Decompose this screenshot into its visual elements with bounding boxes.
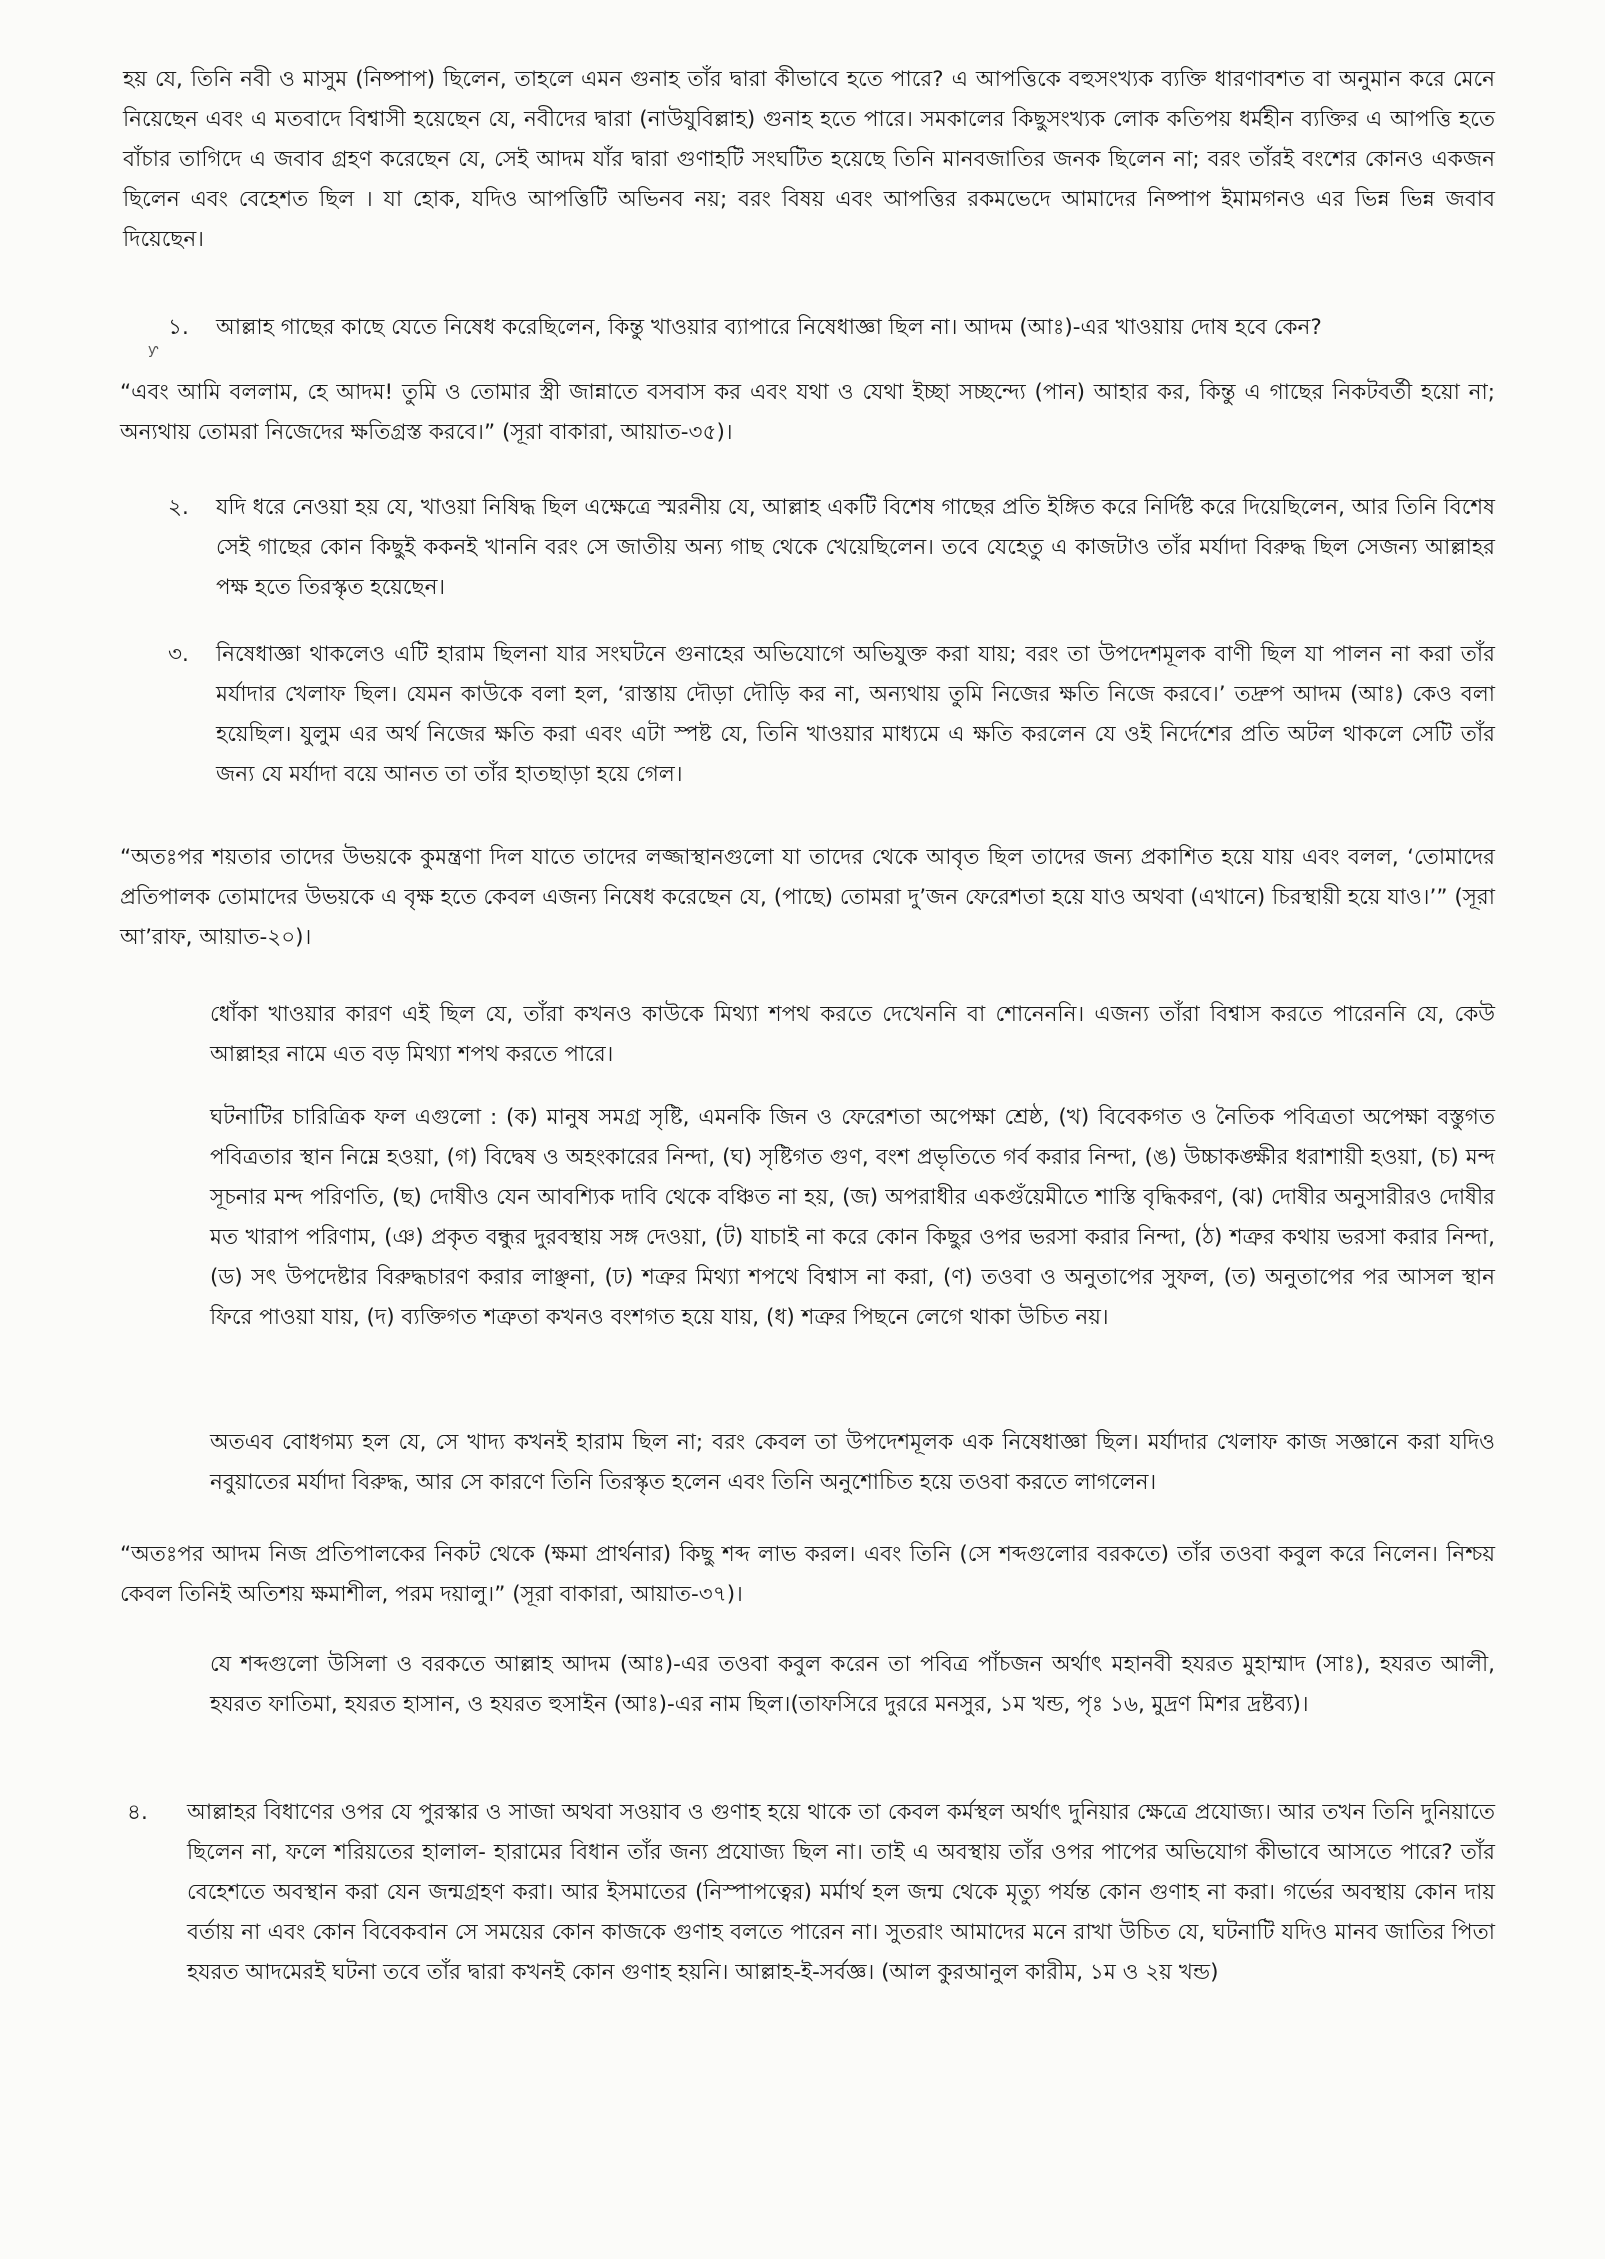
item-number: ৩. (168, 642, 189, 667)
handwritten-margin-mark: ƴ (148, 342, 159, 358)
quran-quote-3: “অতঃপর আদম নিজ প্রতিপালকের নিকট থেকে (ক্ষমা প্রার্থনার) কিছু শব্দ লাভ করল। এবং তিনি (সে শব্দগুলোর বরকতে) তাঁর তওবা কবুল করে নিলেন। নিশ্চয় কেবল তিনিই অতিশয় ক্ষমাশীল, পরম দয়ালু।” (সূরা বাকারা, আয়াত-৩৭)। (120, 1542, 1495, 1607)
quran-quote-1: “এবং আমি বললাম, হে আদম! তুমি ও তোমার স্ত্রী জান্নাতে বসবাস কর এবং যথা ও যেথা ইচ্ছা সচ্ছন্দ্যে (পান) আহার কর, কিন্তু এ গাছের নিকটবর্তী হয়ো না; অন্যথায় তোমরা নিজেদের ক্ষতিগ্রস্ত করবে।” (সূরা বাকারা, আয়াত-৩৫)। (120, 380, 1495, 445)
numbered-item-4 (127, 1793, 1495, 1993)
numbered-item-2 (168, 488, 1495, 608)
intro-paragraph: হয় যে, তিনি নবী ও মাসুম (নিষ্পাপ) ছিলেন, তাহলে এমন গুনাহ তাঁর দ্বারা কীভাবে হতে পারে? এ আপত্তিকে বহুসংখ্যক ব্যক্তি ধারণাবশত বা অনুমান করে মেনে নিয়েছেন এবং এ মতবাদে বিশ্বাসী হয়েছেন যে, নবীদের দ্বারা (নাউযুবিল্লাহ) গুনাহ হতে পারে। সমকালের কিছুসংখ্যক লোক কতিপয় ধর্মহীন ব্যক্তির এ আপত্তি হতে বাঁচার তাগিদে এ জবাব গ্রহণ করেছেন যে, সেই আদম যাঁর দ্বারা গুণাহটি সংঘটিত হয়েছে তিনি মানবজাতির জনক ছিলেন না; বরং তাঁরই বংশের কোনও একজন ছিলেন এবং বেহেশত ছিল । যা হোক, যদিও আপত্তিটি অভিনব নয়; বরং বিষয় এবং আপত্তির রকমভেদে আমাদের নিষ্পাপ ইমামগনও এর ভিন্ন ভিন্ন জবাব দিয়েছেন। (123, 67, 1495, 252)
item-text: নিষেধাজ্ঞা থাকলেও এটি হারাম ছিলনা যার সংঘটনে গুনাহের অভিযোগে অভিযুক্ত করা যায়; বরং তা উপদেশমূলক বাণী ছিল যা পালন না করা তাঁর মর্যাদার খেলাফ ছিল। যেমন কাউকে বলা হল, ‘রাস্তায় দৌড়া দৌড়ি কর না, অন্যথায় তুমি নিজের ক্ষতি নিজে করবে।’ তদ্রুপ আদম (আঃ) কেও বলা হয়েছিল। যুলুম এর অর্থ নিজের ক্ষতি করা এবং এটা স্পষ্ট যে, তিনি খাওয়ার মাধ্যমে এ ক্ষতি করলেন যে ওই নির্দেশের প্রতি অটল থাকলে সেটি তাঁর জন্য যে মর্যাদা বয়ে আনত তা তাঁর হাতছাড়া হয়ে গেল। (216, 642, 1495, 787)
conclusion-paragraph: অতএব বোধগম্য হল যে, সে খাদ্য কখনই হারাম ছিল না; বরং কেবল তা উপদেশমূলক এক নিষেধাজ্ঞা ছিল। মর্যাদার খেলাফ কাজ সজ্ঞানে করা যদিও নবুয়াতের মর্যাদা বিরুদ্ধ, আর সে কারণে তিনি তিরস্কৃত হলেন এবং তিনি অনুশোচিত হয়ে তওবা করতে লাগলেন। (210, 1430, 1495, 1495)
item-number: ১. (168, 315, 189, 340)
item-text: আল্লাহ গাছের কাছে যেতে নিষেধ করেছিলেন, কিন্তু খাওয়ার ব্যাপারে নিষেধাজ্ঞা ছিল না। আদম (আঃ)-এর খাওয়ায় দোষ হবে কেন? (216, 315, 1322, 340)
numbered-item-1 (168, 308, 1495, 348)
item-text: আল্লাহর বিধাণের ওপর যে পুরস্কার ও সাজা অথবা সওয়াব ও গুণাহ হয়ে থাকে তা কেবল কর্মস্থল অর্থাৎ দুনিয়ার ক্ষেত্রে প্রযোজ্য। আর তখন তিনি দুনিয়াতে ছিলেন না, ফলে শরিয়তের হালাল- হারামের বিধান তাঁর জন্য প্রযোজ্য ছিল না। তাই এ অবস্থায় তাঁর ওপর পাপের অভিযোগ কীভাবে আসতে পারে? তাঁর বেহেশতে অবস্থান করা যেন জন্মগ্রহণ করা। আর ইসমাতের (নিস্পাপত্বের) মর্মার্থ হল জন্ম থেকে মৃত্যু পর্যন্ত কোন গুণাহ না করা। গর্ভের অবস্থায় কোন দায় বর্তায় না এবং কোন বিবেকবান সে সময়ের কোন কাজকে গুণাহ বলতে পারেন না। সুতরাং আমাদের মনে রাখা উচিত যে, ঘটনাটি যদিও মানব জাতির পিতা হযরত আদমেরই ঘটনা তবে তাঁর দ্বারা কখনই কোন গুণাহ হয়নি। আল্লাহ-ই-সর্বজ্ঞ। (আল কুরআনুল কারীম, ১ম ও ২য় খন্ড) (187, 1800, 1495, 1985)
item-number: ২. (168, 495, 189, 520)
moral-lessons-paragraph: ঘটনাটির চারিত্রিক ফল এগুলো : (ক) মানুষ সমগ্র সৃষ্টি, এমনকি জিন ও ফেরেশতা অপেক্ষা শ্রেষ্ঠ, (খ) বিবেকগত ও নৈতিক পবিত্রতা অপেক্ষা বস্তুগত পবিত্রতার স্থান নিম্নে হওয়া, (গ) বিদ্বেষ ও অহংকারের নিন্দা, (ঘ) সৃষ্টিগত গুণ, বংশ প্রভৃতিতে গর্ব করার নিন্দা, (ঙ) উচ্চাকঙ্ক্ষীর ধরাশায়ী হওয়া, (চ) মন্দ সূচনার মন্দ পরিণতি, (ছ) দোষীও যেন আবশ্যিক দাবি থেকে বঞ্চিত না হয়, (জ) অপরাধীর একগুঁয়েমীতে শাস্তি বৃদ্ধিকরণ, (ঝ) দোষীর অনুসারীরও দোষীর মত খারাপ পরিণাম, (ঞ) প্রকৃত বন্ধুর দুরবস্থায় সঙ্গ দেওয়া, (ট) যাচাই না করে কোন কিছুর ওপর ভরসা করার নিন্দা, (ঠ) শত্রুর কথায় ভরসা করার নিন্দা, (ড) সৎ উপদেষ্টার বিরুদ্ধচারণ করার লাঞ্ছনা, (ঢ) শত্রুর মিথ্যা শপথে বিশ্বাস না করা, (ণ) তওবা ও অনুতাপের সুফল, (ত) অনুতাপের পর আসল স্থান ফিরে পাওয়া যায়, (দ) ব্যক্তিগত শত্রুতা কখনও বংশগত হয়ে যায়, (ধ) শত্রুর পিছনে লেগে থাকা উচিত নয়। (210, 1105, 1495, 1330)
explanation-paragraph-1: ধোঁকা খাওয়ার কারণ এই ছিল যে, তাঁরা কখনও কাউকে মিথ্যা শপথ করতে দেখেননি বা শোনেননি। এজন্য তাঁরা বিশ্বাস করতে পারেননি যে, কেউ আল্লাহর নামে এত বড় মিথ্যা শপথ করতে পারে। (210, 1002, 1495, 1067)
item-text: যদি ধরে নেওয়া হয় যে, খাওয়া নিষিদ্ধ ছিল এক্ষেত্রে স্মরনীয় যে, আল্লাহ একটি বিশেষ গাছের প্রতি ইঙ্গিত করে নির্দিষ্ট করে দিয়েছিলেন, আর তিনি বিশেষ সেই গাছের কোন কিছুই ককনই খাননি বরং সে জাতীয় অন্য গাছ থেকে খেয়েছিলেন। তবে যেহেতু এ কাজটাও তাঁর মর্যাদা বিরুদ্ধ ছিল সেজন্য আল্লাহর পক্ষ হতে তিরস্কৃত হয়েছেন। (216, 495, 1495, 600)
tafsir-reference-paragraph: যে শব্দগুলো উসিলা ও বরকতে আল্লাহ আদম (আঃ)-এর তওবা কবুল করেন তা পবিত্র পাঁচজন অর্থাৎ মহানবী হযরত মুহাম্মাদ (সাঃ), হযরত আলী, হযরত ফাতিমা, হযরত হাসান, ও হযরত হুসাইন (আঃ)-এর নাম ছিল।(তাফসিরে দুররে মনসুর, ১ম খন্ড, পৃঃ ১৬, মুদ্রণ মিশর দ্রষ্টব্য)। (210, 1652, 1495, 1717)
numbered-item-3 (168, 635, 1495, 795)
item-number: ৪. (127, 1800, 148, 1825)
quran-quote-2: “অতঃপর শয়তার তাদের উভয়কে কুমন্ত্রণা দিল যাতে তাদের লজ্জাস্থানগুলো যা তাদের থেকে আবৃত ছিল তাদের জন্য প্রকাশিত হয়ে যায় এবং বলল, ‘তোমাদের প্রতিপালক তোমাদের উভয়কে এ বৃক্ষ হতে কেবল এজন্য নিষেধ করেছেন যে, (পাছে) তোমরা দু’জন ফেরেশতা হয়ে যাও অথবা (এখানে) চিরস্থায়ী হয়ে যাও।’” (সূরা আ’রাফ, আয়াত-২০)। (120, 845, 1495, 950)
